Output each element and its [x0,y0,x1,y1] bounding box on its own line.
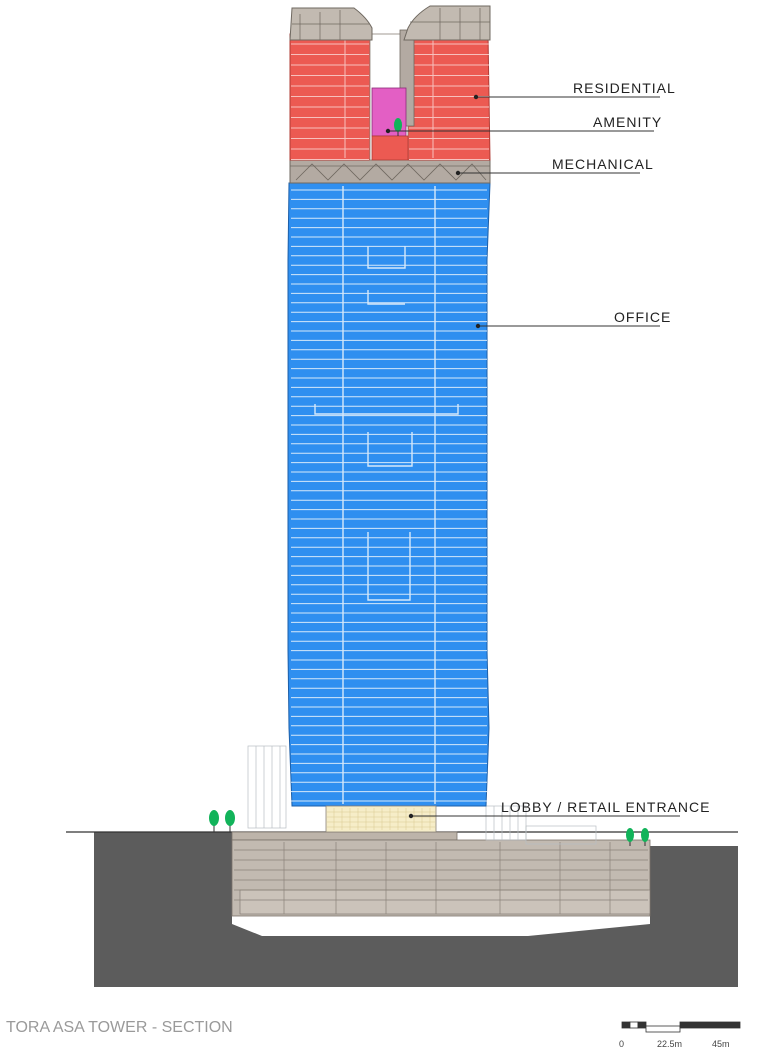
leader-dot-office [476,324,480,328]
label-lobby: LOBBY / RETAIL ENTRANCE [501,799,711,815]
office-zone [288,183,490,806]
leader-dot-mechanical [456,171,460,175]
crown-core [370,30,414,160]
leader-dot-residential [474,95,478,99]
label-mechanical: MECHANICAL [552,156,654,172]
drawing-title: TORA ASA TOWER - SECTION [6,1019,233,1036]
scale-label-mid: 22.5m [657,1039,683,1049]
scale-label-zero: 0 [619,1039,625,1049]
leader-dot-lobby [409,814,413,818]
lobby-zone [326,806,436,832]
label-residential: RESIDENTIAL [573,80,676,96]
label-amenity: AMENITY [593,114,663,130]
mechanical-zone [290,160,490,183]
leader-dot-amenity [386,129,390,133]
basement-podium [232,832,650,916]
tree-icon [225,810,235,832]
label-office: OFFICE [614,309,672,325]
tree-icon [209,810,219,832]
scale-bar [622,1022,740,1032]
scale-label-end: 45m [712,1039,730,1049]
